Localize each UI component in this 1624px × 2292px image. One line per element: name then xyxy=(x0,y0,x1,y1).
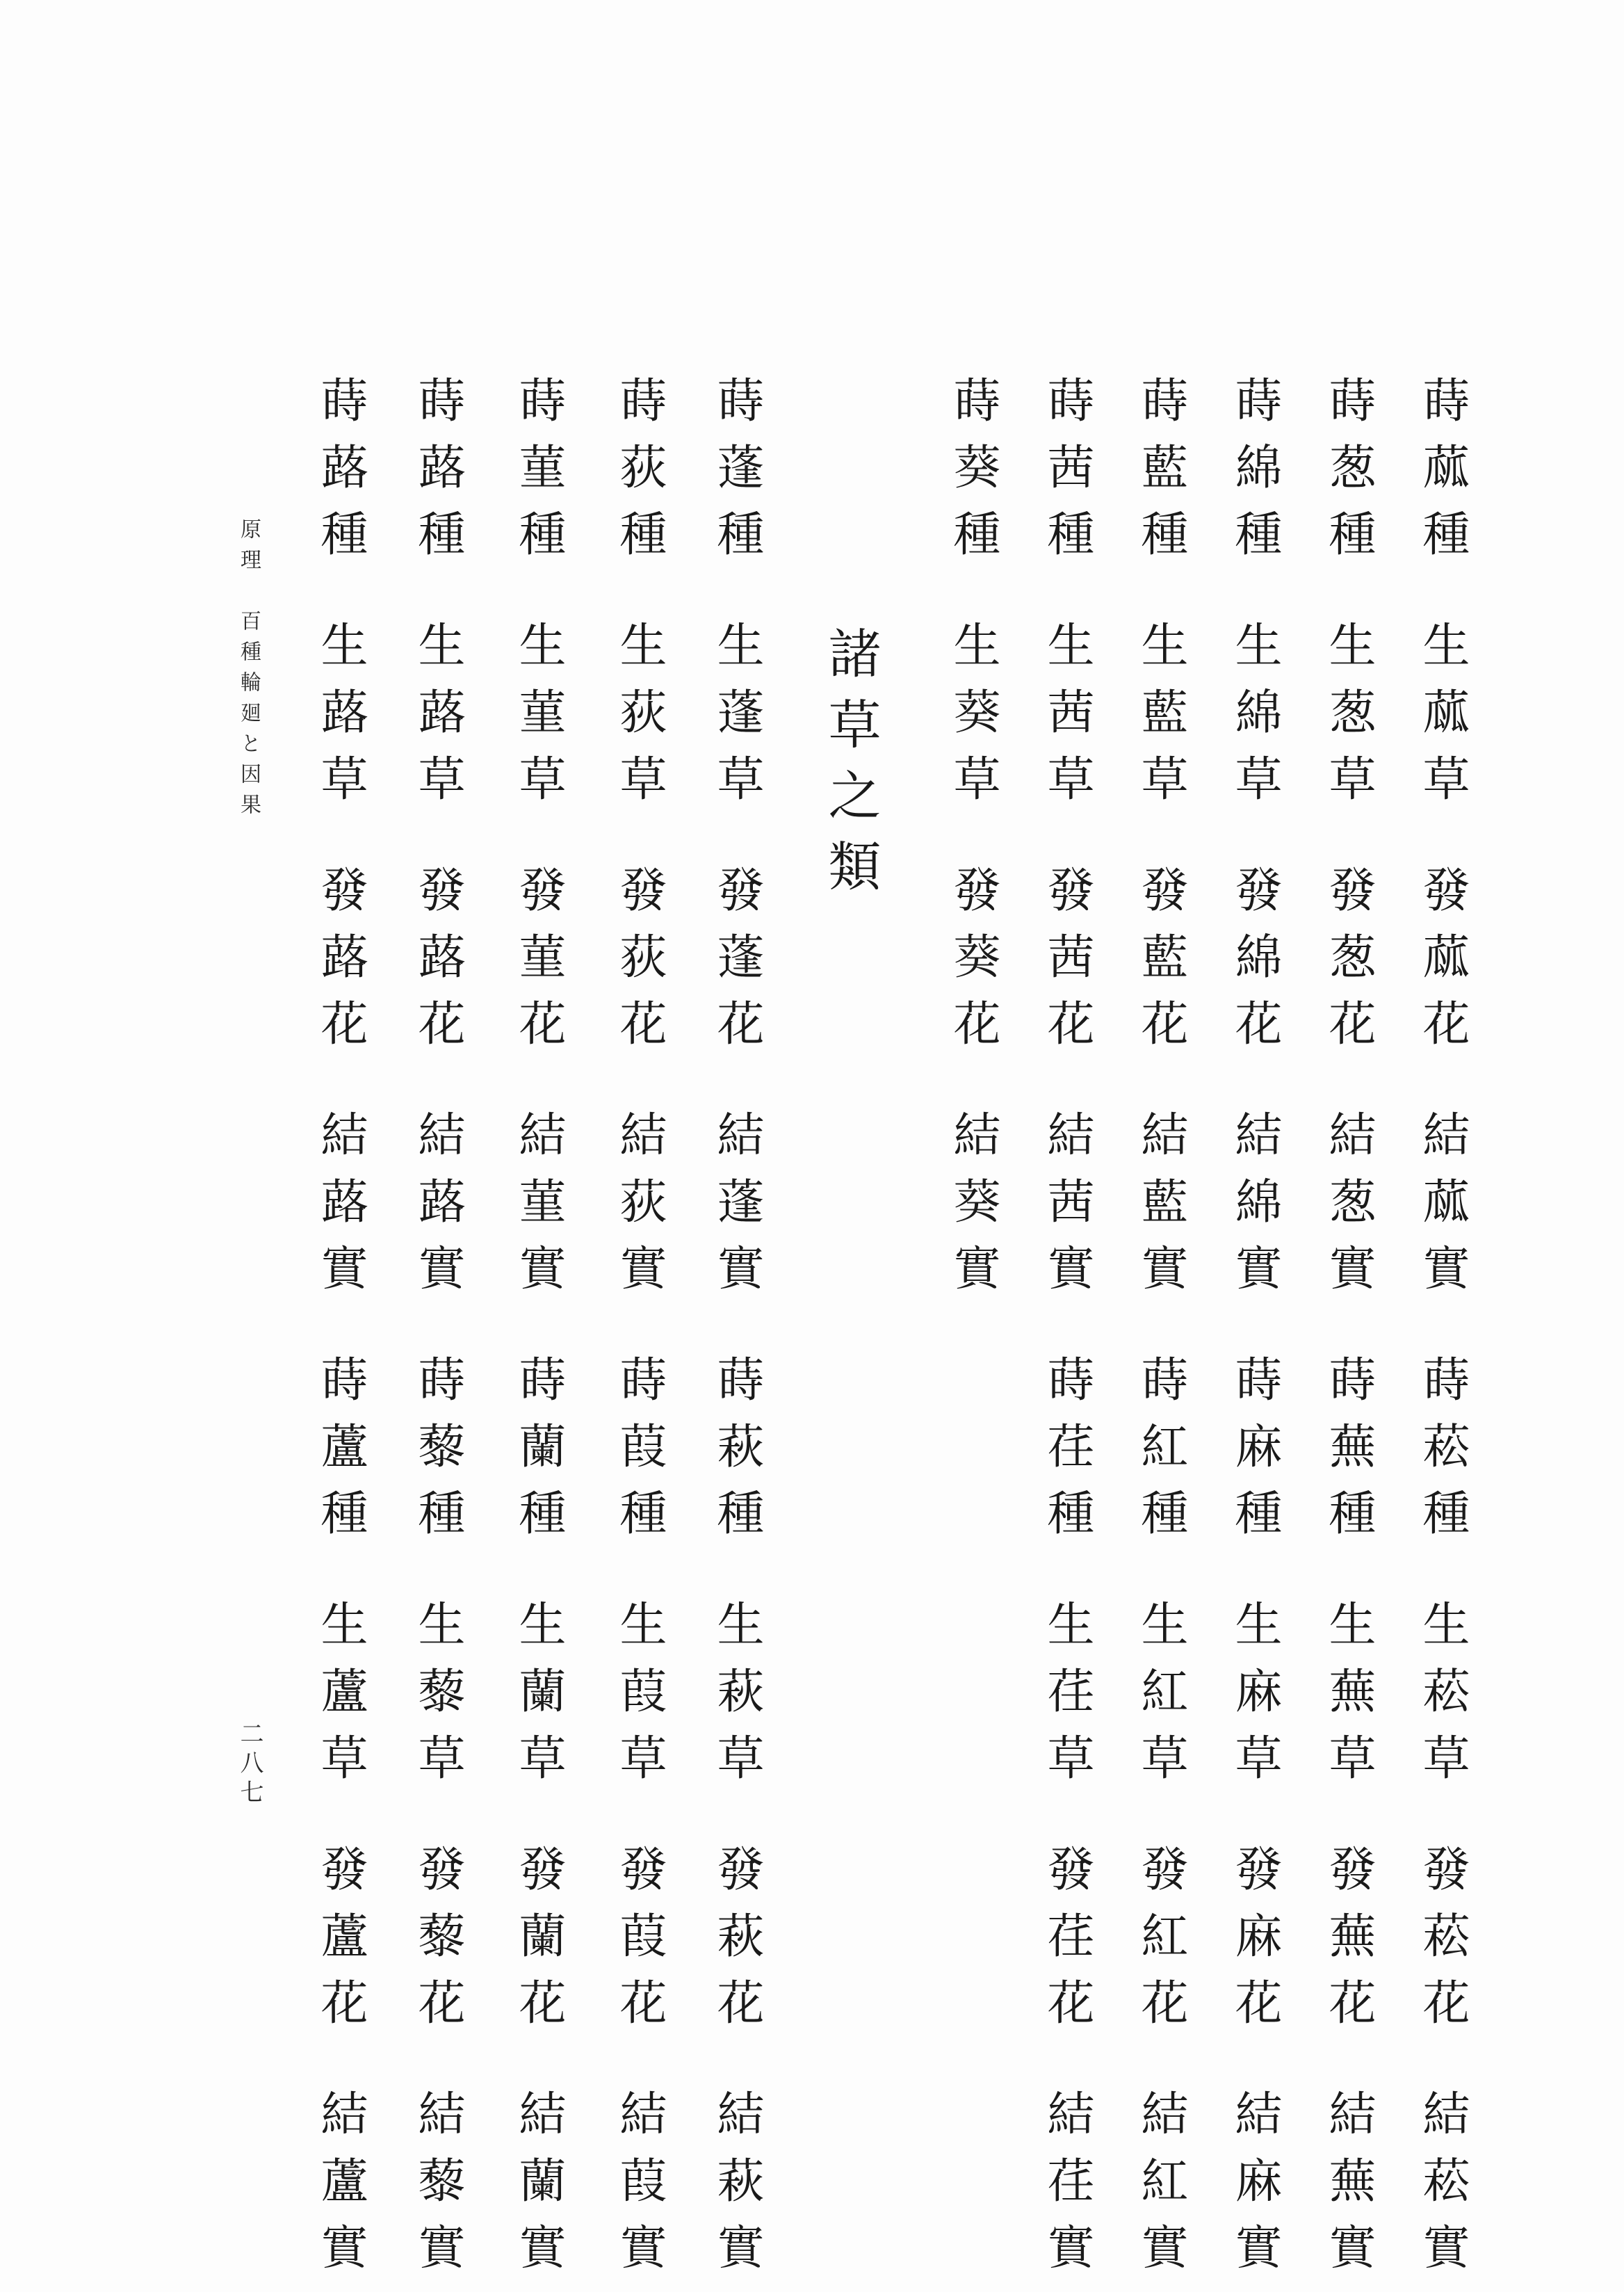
phrase-segment: 蒔綿種 xyxy=(1227,376,1282,576)
page-number: 二八七 xyxy=(236,1721,263,1809)
phrase-segment: 結荻實 xyxy=(612,1110,667,1310)
phrase-segment: 生葵草 xyxy=(945,620,1000,821)
section-heading: 諸草之類 xyxy=(820,626,882,910)
phrase-segment: 生菫草 xyxy=(511,620,566,821)
phrase-segment: 發葭花 xyxy=(612,1844,667,2044)
text-column-r5 xyxy=(1039,376,1094,2289)
phrase-segment: 生藍草 xyxy=(1133,620,1188,821)
phrase-segment: 生紅草 xyxy=(1133,1599,1188,1800)
phrase-segment: 發萩花 xyxy=(709,1844,764,2044)
phrase-segment: 結萩實 xyxy=(709,2089,764,2289)
phrase-segment: 結綿實 xyxy=(1227,1110,1282,1310)
phrase-segment: 蒔蘆種 xyxy=(313,1355,368,1555)
phrase-segment: 蒔蓏種 xyxy=(1415,376,1470,576)
phrase-segment: 蒔茜種 xyxy=(1039,376,1094,576)
phrase-segment: 發麻花 xyxy=(1227,1844,1282,2044)
phrase-segment: 發蕗花 xyxy=(410,865,465,1065)
phrase-segment: 發茜花 xyxy=(1039,865,1094,1065)
phrase-segment: 發葵花 xyxy=(945,865,1000,1065)
text-column-l2 xyxy=(612,376,667,2289)
phrase-segment: 蒔葵種 xyxy=(945,376,1000,576)
phrase-segment: 發蘭花 xyxy=(511,1844,566,2044)
phrase-segment: 結茜實 xyxy=(1039,1110,1094,1310)
text-column-l5 xyxy=(313,376,368,2289)
phrase-segment: 結菘實 xyxy=(1415,2089,1470,2289)
phrase-segment: 生蘭草 xyxy=(511,1599,566,1800)
phrase-segment: 結紅實 xyxy=(1133,2089,1188,2289)
phrase-segment: 發蘆花 xyxy=(313,1844,368,2044)
phrase-segment: 生葭草 xyxy=(612,1599,667,1800)
phrase-segment: 發荏花 xyxy=(1039,1844,1094,2044)
phrase-segment: 生葱草 xyxy=(1321,620,1376,821)
phrase-segment: 發紅花 xyxy=(1133,1844,1188,2044)
phrase-segment: 蒔蕗種 xyxy=(313,376,368,576)
text-column-r3 xyxy=(1227,376,1282,2289)
phrase-segment: 生菘草 xyxy=(1415,1599,1470,1800)
phrase-segment: 結荏實 xyxy=(1039,2089,1094,2289)
phrase-segment: 蒔蓬種 xyxy=(709,376,764,576)
phrase-segment: 蒔萩種 xyxy=(709,1355,764,1555)
phrase-segment: 蒔菫種 xyxy=(511,376,566,576)
phrase-segment: 發菫花 xyxy=(511,865,566,1065)
text-column-l4 xyxy=(410,376,465,2289)
phrase-segment: 發蕗花 xyxy=(313,865,368,1065)
phrase-segment: 生綿草 xyxy=(1227,620,1282,821)
phrase-segment: 結葱實 xyxy=(1321,1110,1376,1310)
phrase-segment: 蒔蕗種 xyxy=(410,376,465,576)
text-column-r2 xyxy=(1321,376,1376,2289)
phrase-segment: 發蓏花 xyxy=(1415,865,1470,1065)
phrase-segment: 結蕗實 xyxy=(410,1110,465,1310)
phrase-segment: 生蕗草 xyxy=(410,620,465,821)
text-column-l3 xyxy=(511,376,566,2289)
phrase-segment: 生蕗草 xyxy=(313,620,368,821)
phrase-segment: 蒔蕪種 xyxy=(1321,1355,1376,1555)
phrase-segment: 結蘆實 xyxy=(313,2089,368,2289)
phrase-segment: 結蕪實 xyxy=(1321,2089,1376,2289)
phrase-segment: 蒔菘種 xyxy=(1415,1355,1470,1555)
phrase-segment: 生茜草 xyxy=(1039,620,1094,821)
phrase-segment: 結蘭實 xyxy=(511,2089,566,2289)
phrase-segment: 蒔藜種 xyxy=(410,1355,465,1555)
phrase-segment: 發荻花 xyxy=(612,865,667,1065)
phrase-segment: 生萩草 xyxy=(709,1599,764,1800)
phrase-segment: 生蓏草 xyxy=(1415,620,1470,821)
phrase-segment: 蒔蘭種 xyxy=(511,1355,566,1555)
phrase-segment: 蒔紅種 xyxy=(1133,1355,1188,1555)
phrase-segment: 結蕗實 xyxy=(313,1110,368,1310)
text-column-r1 xyxy=(1415,376,1470,2289)
phrase-segment: 發蕪花 xyxy=(1321,1844,1376,2044)
phrase-segment: 生麻草 xyxy=(1227,1599,1282,1800)
phrase-segment: 生荏草 xyxy=(1039,1599,1094,1800)
running-header: 原理 百種輪廻と因果 xyxy=(236,518,261,824)
phrase-segment: 生荻草 xyxy=(612,620,667,821)
text-column-r4 xyxy=(1133,376,1188,2289)
phrase-segment: 發綿花 xyxy=(1227,865,1282,1065)
phrase-segment: 生藜草 xyxy=(410,1599,465,1800)
phrase-segment: 蒔葱種 xyxy=(1321,376,1376,576)
phrase-segment: 發藜花 xyxy=(410,1844,465,2044)
phrase-segment: 結葵實 xyxy=(945,1110,1000,1310)
phrase-segment: 蒔荏種 xyxy=(1039,1355,1094,1555)
phrase-segment: 結麻實 xyxy=(1227,2089,1282,2289)
text-column-l1 xyxy=(709,376,764,2289)
phrase-segment: 蒔荻種 xyxy=(612,376,667,576)
phrase-segment: 發菘花 xyxy=(1415,1844,1470,2044)
phrase-segment: 發藍花 xyxy=(1133,865,1188,1065)
phrase-segment: 蒔麻種 xyxy=(1227,1355,1282,1555)
phrase-segment: 生蘆草 xyxy=(313,1599,368,1800)
phrase-segment: 生蕪草 xyxy=(1321,1599,1376,1800)
phrase-segment: 結葭實 xyxy=(612,2089,667,2289)
phrase-segment: 結藍實 xyxy=(1133,1110,1188,1310)
phrase-segment: 蒔藍種 xyxy=(1133,376,1188,576)
phrase-segment: 結菫實 xyxy=(511,1110,566,1310)
phrase-segment: 結藜實 xyxy=(410,2089,465,2289)
phrase-segment: 蒔葭種 xyxy=(612,1355,667,1555)
phrase-segment: 發葱花 xyxy=(1321,865,1376,1065)
phrase-segment: 結蓬實 xyxy=(709,1110,764,1310)
text-column-r6 xyxy=(945,376,1000,1310)
phrase-segment: 生蓬草 xyxy=(709,620,764,821)
phrase-segment: 發蓬花 xyxy=(709,865,764,1065)
phrase-segment: 結蓏實 xyxy=(1415,1110,1470,1310)
